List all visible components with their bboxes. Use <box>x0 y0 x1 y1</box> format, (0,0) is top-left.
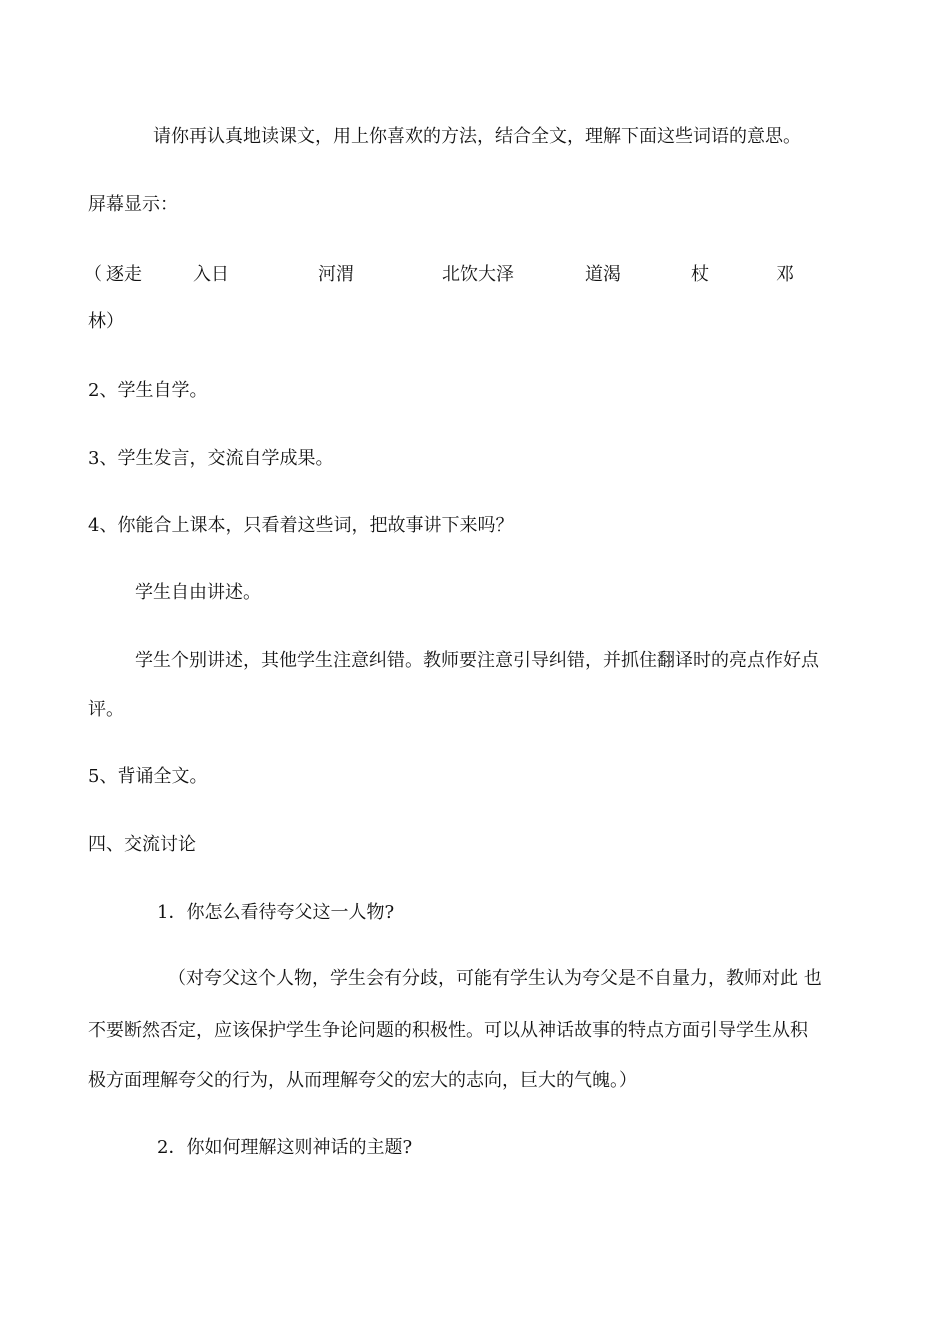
step-4: 4、你能合上课本，只看着这些词，把故事讲下来吗？ <box>88 515 514 536</box>
step-4-note-individual-line1: 学生个别讲述，其他学生注意纠错。教师要注意引导纠错，并抓住翻译时的亮点作好点 <box>135 650 819 671</box>
vocab-word: 逐走 <box>106 264 142 285</box>
screen-display-label: 屏幕显示： <box>88 194 178 215</box>
question-1-answer-line2: 不要断然否定，应该保护学生争论问题的积极性。可以从神话故事的特点方面引导学生从积 <box>88 1020 808 1041</box>
vocab-open-paren: （ <box>84 264 102 285</box>
section-heading-discussion: 四、交流讨论 <box>88 834 196 855</box>
vocab-word-list <box>0 266 950 290</box>
vocab-word: 杖 <box>691 264 709 285</box>
vocab-word: 入日 <box>193 264 229 285</box>
step-2: 2、学生自学。 <box>88 380 208 401</box>
vocab-continuation: 林） <box>88 311 124 332</box>
step-4-note-individual-line2: 评。 <box>88 699 124 720</box>
question-1-answer-line3: 极方面理解夸父的行为，从而理解夸父的宏大的志向，巨大的气魄。） <box>88 1070 637 1091</box>
vocab-word: 河渭 <box>318 264 354 285</box>
question-1: 1．你怎么看待夸父这一人物? <box>157 902 395 923</box>
step-3: 3、学生发言，交流自学成果。 <box>88 448 334 469</box>
vocab-word: 北饮大泽 <box>442 264 514 285</box>
question-2: 2．你如何理解这则神话的主题? <box>157 1137 413 1158</box>
step-4-note-free-telling: 学生自由讲述。 <box>135 582 261 603</box>
step-5: 5、背诵全文。 <box>88 766 208 787</box>
vocab-word: 道渴 <box>585 264 621 285</box>
instruction-text: 请你再认真地读课文，用上你喜欢的方法，结合全文，理解下面这些词语的意思。 <box>153 126 801 147</box>
question-1-answer-line1: （对夸父这个人物，学生会有分歧，可能有学生认为夸父是不自量力，教师对此 也 <box>168 968 822 989</box>
vocab-word: 邓 <box>776 264 794 285</box>
